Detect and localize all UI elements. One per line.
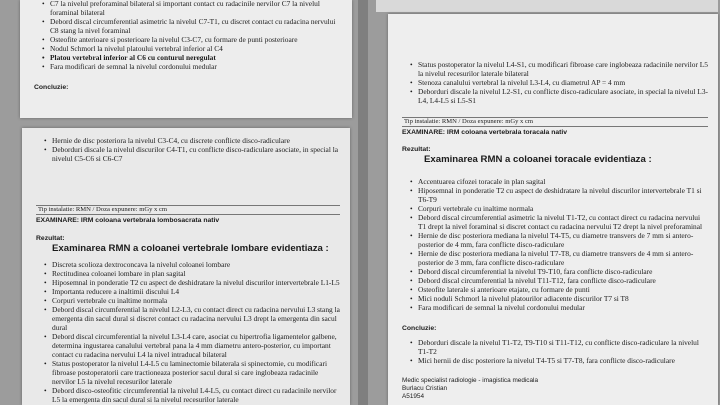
list-item: • Mici noduli Schmorl la nivelul platourilor adiacente discurilor T7 si T8: [408, 294, 708, 303]
conclusion-label: Concluzie:: [34, 84, 69, 91]
list-item: • Platou vertebral inferior al C6 cu conturul neregulat: [40, 53, 342, 62]
list-item: • C7 la nivelul preforaminal bilateral si important contact cu radacinile nervilor C7 la nivelul foraminal bilateral: [40, 0, 342, 17]
result-label: Rezultat:: [36, 235, 65, 242]
list-item: • Hernie de disc posteriora la nivelul C3-C4, cu discrete conflicte disco-radiculare: [42, 136, 340, 145]
list-item: • Hernie de disc posteriora mediana la nivelul T4-T5, cu diametre transvers de 7 mm si antero-posterior de 4 mm, fara conflicte disco-radiculare: [408, 231, 708, 249]
list-item: • Status postoperator la nivelul L4-S1, cu modificari fibroase care inglobeaza radacinile nervilor L5 la nivelul recesurilor laterale bilateral: [408, 60, 708, 78]
list-item: • Accentuarea cifozei toracale in plan sagital: [408, 177, 708, 186]
section-heading: Examinarea RMN a coloanei vertebrale lombare evidentiaza :: [52, 243, 329, 254]
list-item: • Hiposemnal in ponderatie T2 cu aspect de deshidratare la nivelul discurilor intervertebrale L1-L5: [42, 278, 340, 287]
conclusion-label: Concluzie:: [402, 325, 437, 332]
report-page-cervical: [20, 0, 352, 118]
list-item: • Debord discal circumferential la nivelul T9-T10, fara conflicte disco-radiculare: [408, 267, 708, 276]
list-item: • Debord discal circumferential la nivelul L3-L4 care, asociat cu hipertrofia ligamentelor galbene, determina ingustarea canalului vertebral pana la 4 mm diametru antero-posterior, cu important contact cu radacina nervului L4 la nivel intraducal bilateral: [42, 332, 340, 359]
result-label: Rezultat:: [402, 146, 431, 153]
list-item: • Corpuri vertebrale cu inaltime normala: [408, 204, 708, 213]
list-item: • Nodul Schmorl la nivelul platoului vertebral inferior al C4: [40, 44, 342, 53]
list-item: • Discreta scolioza dextroconcava la nivelul coloanei lombare: [42, 260, 340, 269]
doctor-title: Medic specialist radiologie - imagistica medicala: [402, 377, 539, 384]
doctor-code: A51954: [402, 393, 425, 400]
list-item: • Debord discal circumferential la nivelul L2-L3, cu contact direct cu radacina nervului L3 stang la emergenta din sacul dural si discret contact cu radacina nervului L3 drept la emergenta din sacul dural: [42, 305, 340, 332]
list-item: • Stenoza canalului vertebral la nivelul L3-L4, cu diametrul AP = 4 mm: [408, 78, 708, 87]
list-item: • Rectitudinea coloanei lombare in plan sagital: [42, 269, 340, 278]
list-item: • Deborduri discale la nivelul discurilor C4-T1, cu conflicte disco-radiculare asociate, in special la nivelul C5-C6 si C6-C7: [42, 145, 340, 163]
panel-divider: [358, 0, 368, 405]
device-info: Tip instalatie: RMN / Doza expunere: mGy x cm: [36, 205, 340, 215]
list-item: • Importanta reducere a inaltimii discului L4: [42, 287, 340, 296]
list-item: • Debord discal circumferential asimetric la nivelul C7-T1, cu discret contact cu radacina nervului C8 stang la nivel foraminal: [40, 17, 342, 35]
findings-list: [402, 177, 708, 312]
list-item: • Osteofite anterioare si posterioare la nivelul C3-C7, cu formare de punti posterioare: [40, 35, 342, 44]
conclusion-list: [36, 136, 340, 163]
report-page-thoracic: [388, 14, 718, 405]
list-item: • Debord discal circumferential la nivelul T11-T12, fara conflicte disco-radiculare: [408, 276, 708, 285]
list-item: • Status postoperator la nivelul L4-L5 cu laminectomie bilaterala si spinectomie, cu modificari fibroase postoperatorii care tractioneaza posterior sacul dural si care inglobeaza radacinile nervilor L5 la nivelul recesurilor laterale: [42, 359, 340, 386]
list-item: • Hernie de disc posteriora mediana la nivelul T7-T8, cu diametre transvers de 4 mm si antero-posterior de 3 mm, fara conflicte disco-radiculare: [408, 249, 708, 267]
device-info: Tip instalatie: RMN / Doza expunere: mGy x cm: [402, 117, 708, 127]
list-item: • Fara modificari de semnal la nivelul cordonului medular: [40, 62, 342, 71]
page-edge-strip: [376, 0, 718, 12]
exam-title: EXAMINARE: IRM coloana vertebrala lombosacrata nativ: [36, 217, 220, 224]
conclusion-list: [402, 60, 708, 105]
list-item: • Fara modificari de semnal la nivelul cordonului medular: [408, 303, 708, 312]
list-item: • Corpuri vertebrale cu inaltime normala: [42, 296, 340, 305]
signature-block: [402, 377, 708, 401]
conclusion-list: [402, 338, 708, 365]
list-item: • Osteofite laterale si anterioare etajate, cu formare de punti: [408, 285, 708, 294]
list-item: • Mici hernii de disc posteriore la nivelul T4-T5 si T7-T8, fara conflicte disco-radiculare: [408, 356, 708, 365]
list-item: • Deborduri discale la nivelul T1-T2, T9-T10 si T11-T12, cu conflicte disco-radiculare la nivelul T1-T2: [408, 338, 708, 356]
list-item: • Hiposemnal in ponderatie T2 cu aspect de deshidratare la nivelul discurilor intervertebrale T1 si T6-T9: [408, 186, 708, 204]
report-page-lumbar: [22, 128, 350, 405]
findings-list: [34, 0, 342, 71]
list-item: • Debord disco-osteofitic circumferential la nivelul L4-L5, cu contact direct cu radacinile nervilor L5 la emergenta din sacul dural si la nivelul recesurilor laterale: [42, 386, 340, 404]
findings-list: [36, 260, 340, 404]
doctor-name: Burlacu Cristian: [402, 385, 448, 392]
exam-title: EXAMINARE: IRM coloana vertebrala toracala nativ: [402, 129, 568, 136]
section-heading: Examinarea RMN a coloanei toracale evidentiaza :: [424, 154, 652, 165]
list-item: • Debord discal circumferential asimetric la nivelul T1-T2, cu contact direct cu radacina nervului T1 drept la nivel foraminal si discret contact cu radacina nervului T2 drept la nivel preforaminal: [408, 213, 708, 231]
list-item: • Deborduri discale la nivelul L2-S1, cu conflicte disco-radiculare asociate, in special la nivelul L3-L4, L4-L5 si L5-S1: [408, 87, 708, 105]
